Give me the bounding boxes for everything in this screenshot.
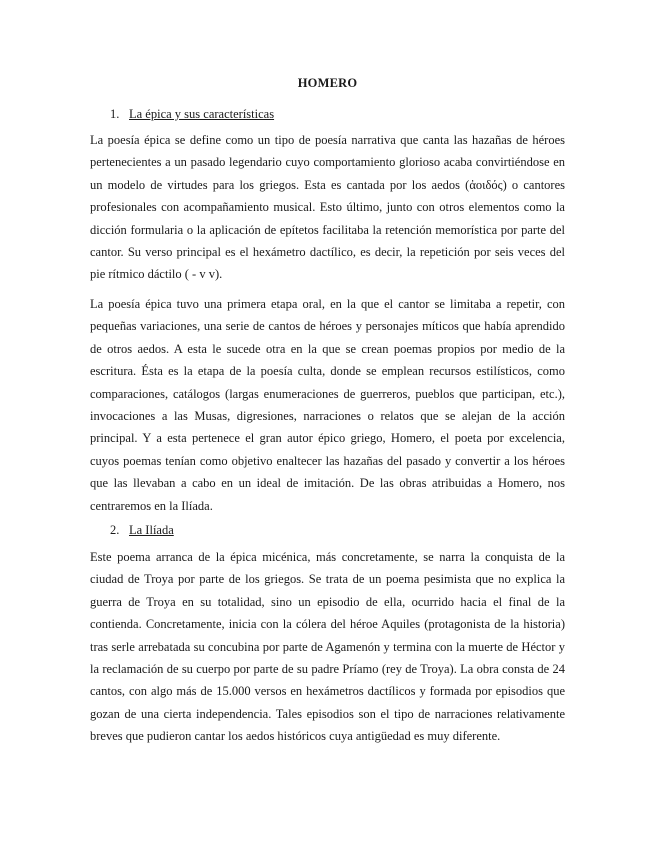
section-heading-iliada	[110, 523, 174, 538]
paragraph-epica-definicion: La poesía épica se define como un tipo de poesía narrativa que canta las hazañas de héroes pertenecientes a un pasado legendario cuyo comportamiento glorioso acaba convirtiéndose en un modelo de virtudes para los griegos. Esta es cantada por los aedos (ἀοιδός) o cantores profesionales con acompañamiento musical. Esto último, junto con otros elementos como la dicción formularia o la aplicación de epítetos facilitaba la retención memorística por parte del cantor. Su verso principal es el hexámetro dactílico, es decir, la repetición por seis veces del pie rítmico dáctilo ( - v v).	[90, 133, 565, 282]
section-heading-label: La Ilíada	[129, 523, 174, 537]
section-number: 1.	[110, 107, 120, 121]
section-heading-epica	[110, 107, 274, 122]
paragraph-epica-etapas: La poesía épica tuvo una primera etapa oral, en la que el cantor se limitaba a repetir, con pequeñas variaciones, una serie de cantos de héroes y personajes míticos que había aprendido de otros aedos. A esta le sucede otra en la que se crean poemas propios por medio de la escritura. Ésta es la etapa de la poesía culta, donde se emplean recursos estilísticos, como comparaciones, catálogos (largas enumeraciones de guerreros, pueblos que participan, etc.), invocaciones a las Musas, digresiones, narraciones o relatos que se alejan de la acción principal. Y a esta pertenece el gran autor épico griego, Homero, el poeta por excelencia, cuyos poemas tenían como objetivo enaltecer las hazañas del pasado y convertir a los héroes que las llevaban a cabo en un ideal de imitación. De las obras atribuidas a Homero, nos centraremos en la Ilíada.	[90, 297, 565, 513]
paragraph-iliada-resumen: Este poema arranca de la épica micénica, más concretamente, se narra la conquista de la ciudad de Troya por parte de los griegos. Se trata de un poema pesimista que no explica la guerra de Troya en su totalidad, sino un episodio de ella, ocurrido hacia el final de la contienda. Concretamente, inicia con la cólera del héroe Aquiles (protagonista de la historia) tras serle arrebatada su concubina por parte de Agamenón y termina con la muerte de Héctor y la reclamación de su cuerpo por parte de su padre Príamo (rey de Troya). La obra consta de 24 cantos, con algo más de 15.000 versos en hexámetros dactílicos y formada por episodios que gozan de una cierta independencia. Tales episodios son el tipo de narraciones relativamente breves que pudieron cantar los aedos históricos cuya antigüedad es muy diferente.	[90, 550, 565, 744]
section-heading-label: La épica y sus características	[129, 107, 275, 121]
document-title: HOMERO	[297, 76, 358, 90]
section-number: 2.	[110, 523, 120, 537]
